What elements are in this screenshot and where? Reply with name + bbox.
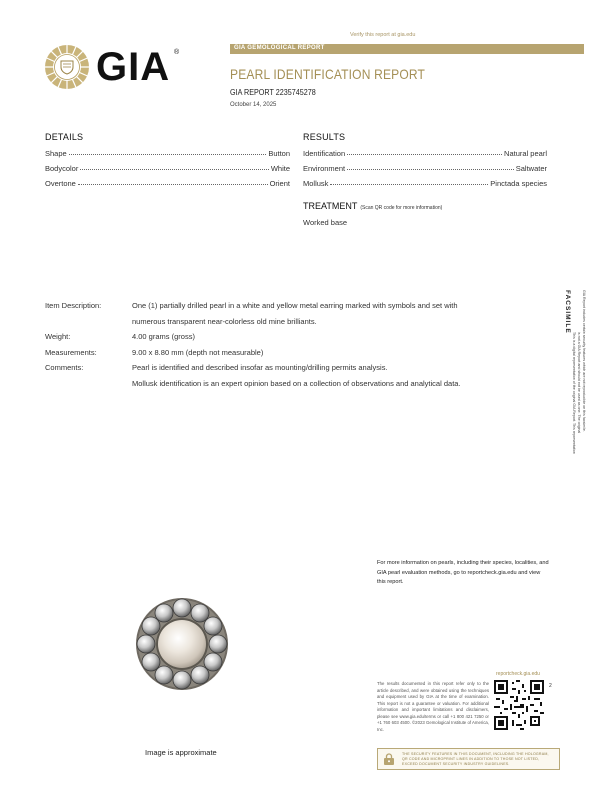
dotted-leader bbox=[80, 169, 268, 170]
results-label: Identification bbox=[303, 149, 346, 158]
report-number: GIA REPORT 2235745278 bbox=[230, 88, 316, 97]
report-banner bbox=[230, 44, 584, 54]
dotted-leader bbox=[347, 169, 514, 170]
item-description-line: numerous transparent near-colorless old mine brilliants. bbox=[132, 316, 317, 326]
weight-value: 4.00 grams (gross) bbox=[132, 332, 195, 341]
details-label: Overtone bbox=[45, 179, 76, 188]
qr-code-icon[interactable] bbox=[494, 680, 544, 730]
dotted-leader bbox=[330, 184, 488, 185]
qr-number: 2 bbox=[549, 683, 552, 689]
reportcheck-link[interactable]: reportcheck.gia.edu bbox=[496, 671, 540, 677]
measurements-label: Measurements: bbox=[45, 347, 97, 357]
comments-row bbox=[45, 360, 545, 391]
results-value: Saltwater bbox=[515, 164, 547, 173]
facsimile-title: FACSIMILE bbox=[564, 290, 571, 334]
security-features-box bbox=[377, 748, 560, 770]
legal-disclaimer: The results documented in this report refer only to the article described, and were obtained using the techniques and equipment used by GIA at the time of examination. This report is not a guarantee or valuation. For additional information and important limitations and disclaimers, please see www.gia.edu/terms or call +1 800 421 7250 or +1 760 603 4500. ©2023 Gemological Institute of America, Inc. bbox=[377, 681, 489, 732]
image-caption: Image is approximate bbox=[145, 748, 217, 757]
description-block bbox=[45, 298, 545, 391]
item-description-line: One (1) partially drilled pearl in a white and yellow metal earring marked with symbols and set with bbox=[132, 301, 458, 310]
details-heading: DETAILS bbox=[45, 132, 84, 142]
comment-line: Mollusk identification is an expert opinion based on a collection of observations and analytical data. bbox=[132, 378, 461, 388]
dotted-leader bbox=[69, 154, 267, 155]
verify-link[interactable]: Verify this report at gia.edu bbox=[350, 32, 416, 38]
details-value: Orient bbox=[269, 179, 290, 188]
results-value: Natural pearl bbox=[504, 149, 547, 158]
comments-value bbox=[132, 360, 545, 391]
item-description-row bbox=[45, 298, 545, 329]
treatment-heading bbox=[303, 201, 442, 211]
comments-label: Comments: bbox=[45, 363, 84, 372]
results-row bbox=[303, 176, 547, 188]
details-value: Button bbox=[268, 149, 290, 158]
banner-label: GIA GEMOLOGICAL REPORT bbox=[234, 45, 325, 51]
lock-icon bbox=[383, 753, 395, 765]
dotted-leader bbox=[78, 184, 268, 185]
details-table bbox=[45, 146, 290, 188]
weight-row bbox=[45, 329, 545, 345]
results-row bbox=[303, 146, 547, 158]
weight-label: Weight: bbox=[45, 332, 71, 341]
details-label: Shape bbox=[45, 149, 67, 158]
results-row bbox=[303, 161, 547, 173]
more-info-text: For more information on pearls, including their species, localities, and GIA pearl evaluation methods, go to reportcheck.gia.edu and view this report. bbox=[377, 560, 549, 585]
treatment-value: Worked base bbox=[303, 218, 348, 227]
results-table bbox=[303, 146, 547, 188]
item-description-value bbox=[132, 298, 545, 329]
treatment-note: (Scan QR code for more information) bbox=[360, 205, 443, 211]
results-label: Mollusk bbox=[303, 179, 329, 188]
comment-line: Pearl is identified and described insofar as mounting/drilling permits analysis. bbox=[132, 363, 388, 372]
registered-mark: ® bbox=[174, 49, 180, 56]
details-label: Bodycolor bbox=[45, 164, 79, 173]
item-description-label: Item Description: bbox=[45, 301, 102, 310]
report-date: October 14, 2025 bbox=[230, 102, 277, 108]
treatment-title: TREATMENT bbox=[303, 201, 358, 211]
facsimile-line: GIA Report includes certain security features which are not reproducible on this facsimile. bbox=[582, 290, 586, 432]
results-heading: RESULTS bbox=[303, 132, 346, 142]
details-row bbox=[45, 146, 290, 158]
pearl-earring-image bbox=[134, 595, 230, 693]
details-row bbox=[45, 176, 290, 188]
details-value: White bbox=[270, 164, 290, 173]
gia-logo-text: GIA bbox=[96, 45, 171, 89]
gia-seal-icon bbox=[44, 44, 90, 90]
facsimile-notice bbox=[558, 290, 588, 510]
dotted-leader bbox=[347, 154, 502, 155]
measurements-value: 9.00 x 8.80 mm (depth not measurable) bbox=[132, 347, 264, 357]
report-title: PEARL IDENTIFICATION REPORT bbox=[230, 66, 426, 82]
results-label: Environment bbox=[303, 164, 346, 173]
details-row bbox=[45, 161, 290, 173]
facsimile-line: is not a GIA Report and should not be used as one. The original bbox=[577, 332, 581, 434]
results-value: Pinctada species bbox=[490, 179, 547, 188]
security-text: THE SECURITY FEATURES IN THIS DOCUMENT, INCLUDING THE HOLOGRAM, QR CODE AND MICROPRINT LINES IN ADDITION TO THOSE NOT LISTED, EXCEED DOCUMENT SECURITY INDUSTRY GUIDELINES. bbox=[402, 752, 549, 766]
measurements-row bbox=[45, 345, 545, 361]
facsimile-line: This is a digital representation of the original GIA Report. This representation bbox=[572, 332, 576, 454]
